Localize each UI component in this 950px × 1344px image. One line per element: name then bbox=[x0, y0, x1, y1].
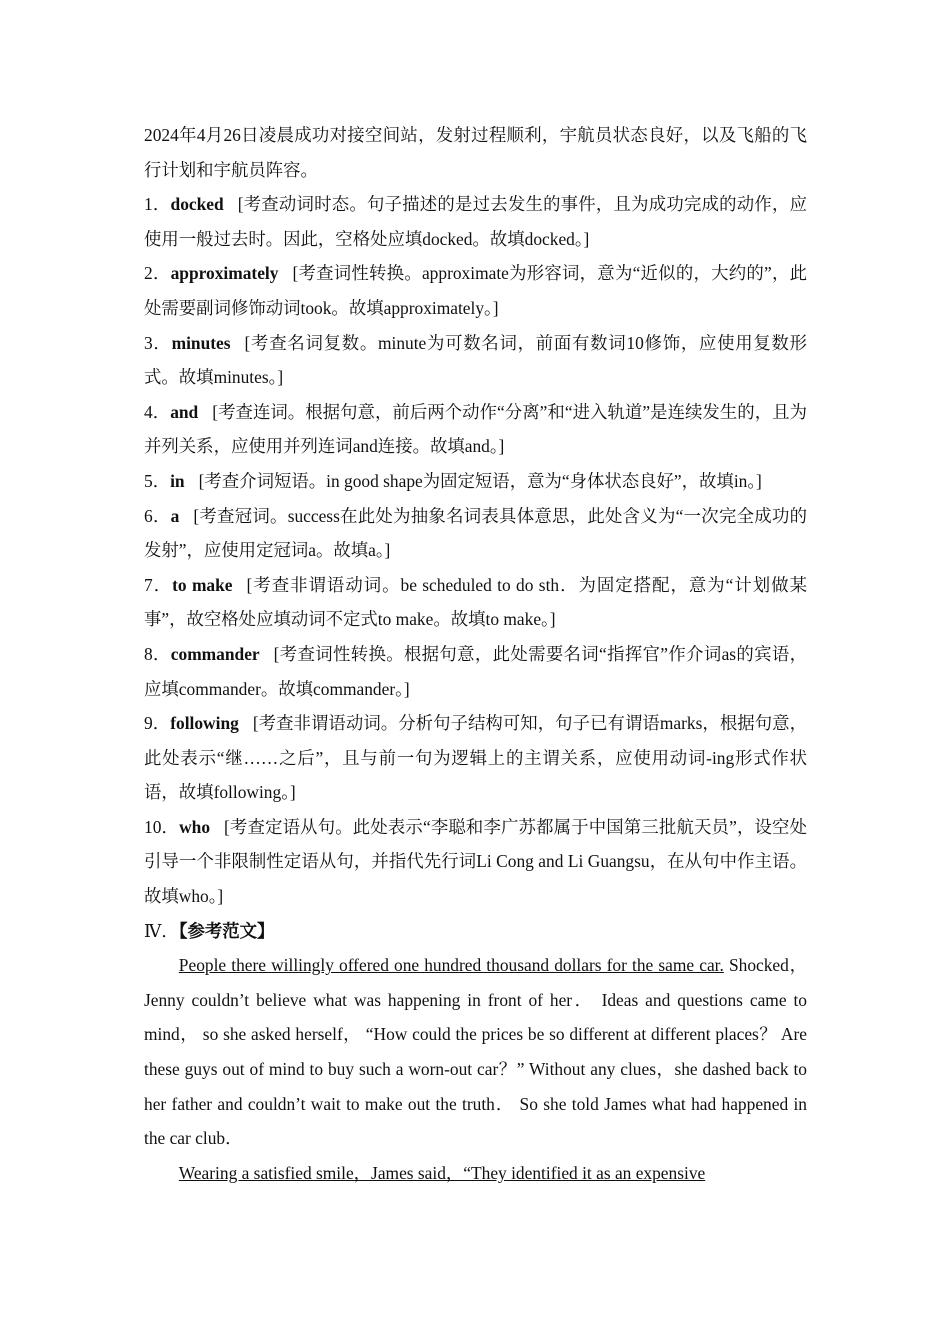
answer-number: 6． bbox=[144, 505, 171, 526]
answer-explanation: [考查名词复数。minute为可数名词，前面有数词10修饰，应使用复数形式。故填minutes。] bbox=[144, 332, 807, 388]
answer-word: docked bbox=[170, 194, 224, 215]
answer-item bbox=[144, 499, 807, 568]
answer-word: in bbox=[170, 470, 185, 491]
answer-explanation: [考查定语从句。此处表示“李聪和李广苏都属于中国第三批航天员”，设空处引导一个非限制性定语从句，并指代先行词Li Cong and Li Guangsu，在从句中作主语。故填who。] bbox=[144, 816, 807, 907]
answer-item bbox=[144, 464, 807, 499]
intro-paragraph: 2024年4月26日凌晨成功对接空间站，发射过程顺利，宇航员状态良好，以及飞船的飞行计划和宇航员阵容。 bbox=[144, 125, 807, 180]
answer-number: 3． bbox=[144, 332, 172, 353]
answer-explanation: [考查动词时态。句子描述的是过去发生的事件，且为成功完成的动作，应使用一般过去时。因此，空格处应填docked。故填docked。] bbox=[144, 194, 807, 249]
answer-number: 2． bbox=[144, 263, 171, 284]
answer-item bbox=[144, 637, 807, 706]
answer-explanation: [考查词性转换。根据句意，此处需要名词“指挥官”作介词as的宾语，应填commander。故填commander。] bbox=[144, 643, 807, 699]
essay-paragraph-2 bbox=[144, 1156, 807, 1191]
section-title: 【参考范文】 bbox=[178, 920, 275, 941]
answer-item bbox=[144, 187, 807, 256]
answer-explanation: [考查非谓语动词。分析句子结构可知，句子已有谓语marks，根据句意，此处表示“继……之后”，且与前一句为逻辑上的主谓关系，应使用动词-ing形式作状语，故填following。] bbox=[144, 713, 808, 803]
answer-number: 4． bbox=[144, 401, 171, 422]
section-heading bbox=[144, 914, 807, 949]
answer-explanation: [考查冠词。success在此处为抽象名词表具体意思，此处含义为“一次完全成功的发射”，应使用定冠词a。故填a。] bbox=[144, 505, 807, 561]
answer-number: 1． bbox=[144, 194, 171, 215]
essay-paragraph-1 bbox=[144, 948, 807, 1156]
essay-given-opening-1: People there willingly offered one hundred thousand dollars for the same car. bbox=[178, 955, 724, 976]
answer-number: 10． bbox=[144, 816, 180, 837]
answer-word: minutes bbox=[171, 332, 231, 353]
answer-word: and bbox=[170, 401, 199, 422]
answer-explanation: [考查非谓语动词。be scheduled to do sth．为固定搭配，意为“计划做某事”，故空格处应填动词不定式to make。故填to make。] bbox=[144, 574, 807, 630]
answer-word: approximately bbox=[170, 263, 279, 284]
answer-word: commander bbox=[170, 643, 260, 664]
answer-item bbox=[144, 256, 807, 325]
essay-given-opening-2: Wearing a satisfied smile，James said，“They identified it as an expensive bbox=[178, 1162, 706, 1183]
answer-explanation: [考查介词短语。in good shape为固定短语，意为“身体状态良好”，故填in。] bbox=[198, 470, 762, 491]
answer-item bbox=[144, 568, 807, 637]
answer-number: 7． bbox=[144, 574, 173, 595]
answer-word: a bbox=[170, 505, 180, 526]
document-page bbox=[144, 118, 807, 1190]
answer-number: 9． bbox=[144, 713, 171, 734]
answer-word: following bbox=[170, 713, 239, 734]
answer-explanation: [考查词性转换。approximate为形容词，意为“近似的，大约的”，此处需要副词修饰动词took。故填approximately。] bbox=[144, 263, 807, 318]
answer-number: 8． bbox=[144, 643, 171, 664]
essay-body-1: Shocked，Jenny couldn’t believe what was happening in front of her． Ideas and questions came to mind， so she asked herself， “How could the prices be so different at different places？ Are these guys out of mind to buy such a worn-out car？” Without any clues，she dashed back to her father and couldn’t wait to make out the truth． So she told James what had happened in the car club． bbox=[144, 955, 807, 1149]
answer-item bbox=[144, 810, 807, 914]
section-number: Ⅳ． bbox=[144, 920, 179, 941]
answer-word: who bbox=[179, 816, 211, 837]
answer-explanation: [考查连词。根据句意，前后两个动作“分离”和“进入轨道”是连续发生的，且为并列关系，应使用并列连词and连接。故填and。] bbox=[144, 401, 808, 457]
answer-word: to make bbox=[172, 574, 233, 595]
answer-item bbox=[144, 395, 807, 464]
answer-item bbox=[144, 706, 807, 810]
answer-item bbox=[144, 326, 807, 395]
answer-number: 5． bbox=[144, 470, 171, 491]
answer-list bbox=[144, 187, 807, 913]
